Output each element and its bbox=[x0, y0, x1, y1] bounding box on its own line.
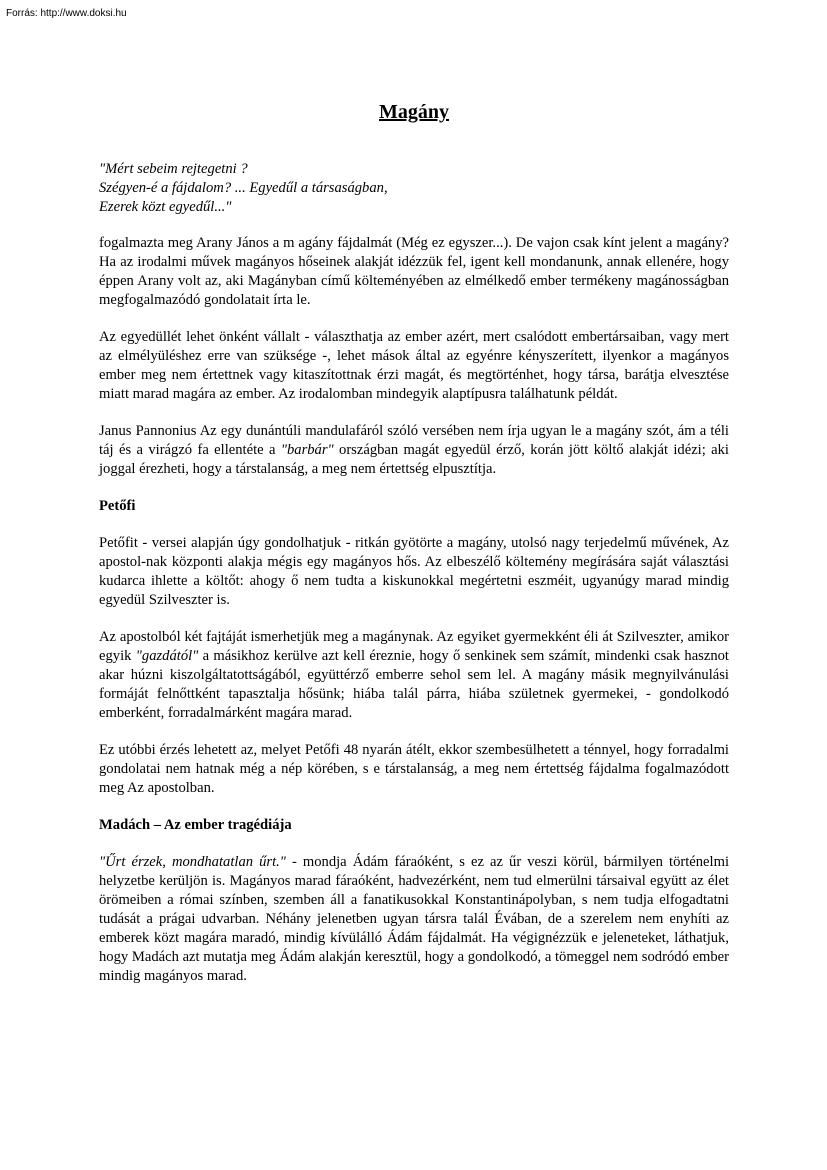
paragraph-janus-pannonius bbox=[99, 422, 729, 479]
italic-term: "gazdától" bbox=[135, 648, 199, 664]
paragraph-text: országban magát egyedül érző, korán jött költő alakját idézi; aki joggal érezheti, hogy a társtalanság, a meg nem értettség elpusztítja. bbox=[99, 442, 729, 477]
paragraph-apostol-forms bbox=[99, 628, 729, 723]
source-url: Forrás: http://www.doksi.hu bbox=[6, 8, 127, 19]
paragraph-intro: fogalmazta meg Arany János a m agány fájdalmát (Még ez egyszer...). De vajon csak kínt jelent a magány? Ha az irodalmi művek magányos hőseinek alakját idézzük fel, igent kell mondanunk, annak ellenére, hogy éppen Arany volt az, aki Magányban című költeményében az elmélkedő ember termékeny magánosságban megfogalmazódó gondolatait írta le. bbox=[99, 235, 729, 308]
section-heading-madach: Madách – Az ember tragédiája bbox=[99, 817, 292, 833]
paragraph-text: a másikhoz kerülve azt kell éreznie, hogy ő senkinek sem számít, mindenki csak hasznot akar húzni kiszolgáltatottságából, együttérző emberre sehol sem lel. A magány másik megnyilvánulási formáját felnőttként tapasztalja hősünk; hiába talál párra, hiába születnek gyermekei, - gondolkodó emberként, forradalmárként magára marad. bbox=[99, 648, 729, 721]
italic-quote: "Űrt érzek, mondhatatlan űrt." bbox=[99, 854, 286, 870]
paragraph-madach-tragedy bbox=[99, 853, 729, 986]
paragraph-petofi-48: Ez utóbbi érzés lehetett az, melyet Petőfi 48 nyarán átélt, ekkor szembesülhetett a ténnyel, hogy forradalmi gondolatai nem hatnak még a nép körében, s e társtalanság, a meg nem értettség fájdalma fogalmazódott meg Az apostolban. bbox=[99, 742, 729, 796]
paragraph-text: - mondja Ádám fáraóként, s ez az űr veszi körül, bármilyen történelmi helyzetbe kerüljön is. Magányos marad fáraóként, hadvezérként, nem tud elmerülni társaival együtt az élet örömeiben a római színben, szemben áll a fanatikusokkal Konstantinápolyban, s nem tudja elfogadtatni tudását a prágai udvarban. Néhány jelenetben ugyan társra talál Évában, de a szerelem nem enyhíti az emberek közt magára maradó, mindig kívülálló Ádám fájdalmát. Ha végignézzük e jeleneteket, láthatjuk, hogy Madách azt mutatja meg Ádám alakján keresztül, hogy a gondolkodó, a tömeggel nem sodródó ember mindig magányos marad. bbox=[99, 854, 729, 984]
paragraph-text: Janus Pannonius Az egy dunántúli mandulafáról szóló versében nem írja ugyan le a magány szót, ám a téli táj és a virágzó fa ellentéte a bbox=[99, 423, 729, 458]
page-title: Magány bbox=[379, 101, 449, 123]
italic-term: "barbár" bbox=[280, 442, 334, 458]
quote-line: "Mért sebeim rejtegetni ? bbox=[99, 161, 248, 177]
paragraph-text: Az apostolból két fajtáját ismerhetjük meg a magánynak. Az egyiket gyermekként éli át Szilveszter, amikor egyik bbox=[99, 629, 729, 664]
quote-line: Szégyen-é a fájdalom? ... Egyedűl a társaságban, bbox=[99, 180, 388, 196]
quote-line: Ezerek közt egyedűl..." bbox=[99, 199, 232, 215]
section-heading-petofi: Petőfi bbox=[99, 498, 136, 514]
document-page bbox=[99, 100, 729, 1004]
paragraph-petofi-apostol: Petőfit - versei alapján úgy gondolhatjuk - ritkán gyötörte a magány, utolsó nagy terjedelmű művének, Az apostol-nak központi alakja mégis egy magányos hős. Az elbeszélő költemény megírására saját választási kudarca ihlette a költőt: ahogy ő nem tudta a kiskunokkal megértetni eszméit, ugyanúgy marad mindig egyedül Szilveszter is. bbox=[99, 535, 729, 608]
paragraph-solitude-types: Az egyedüllét lehet önként vállalt - választhatja az ember azért, mert csalódott embertársaiban, vagy mert az elmélyüléshez erre van szüksége -, lehet mások által az egyénre kényszerített, ilyenkor a magányos ember meg nem értettnek vagy kitaszítottnak érzi magát, és megtörténhet, hogy társa, barátja elvesztése miatt marad magára az ember. Az irodalomban mindegyik alaptípusra találhatunk példát. bbox=[99, 329, 729, 402]
opening-quote bbox=[99, 160, 729, 217]
